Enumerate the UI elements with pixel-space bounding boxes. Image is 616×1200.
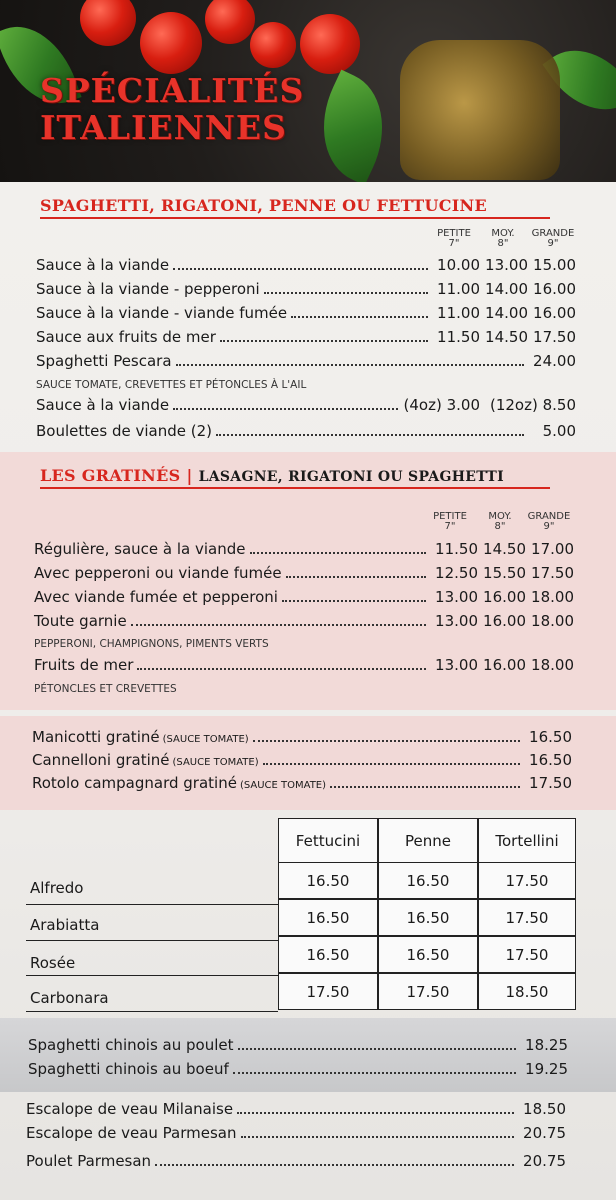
dot-leader xyxy=(291,316,428,318)
dot-leader xyxy=(173,408,398,410)
menu-item xyxy=(36,280,576,302)
price-small: 11.50 xyxy=(435,540,478,558)
gratines-heading xyxy=(40,466,550,489)
menu-item xyxy=(26,1124,566,1146)
oil-jar-image xyxy=(400,40,560,180)
item-price: 24.00 xyxy=(533,352,576,370)
tomato-image xyxy=(140,12,202,74)
table-cell: 16.50 xyxy=(378,936,478,973)
column-header: Tortellini xyxy=(478,818,576,864)
tomato-image xyxy=(250,22,296,68)
item-note: PEPPERONI, CHAMPIGNONS, PIMENTS VERTS xyxy=(34,638,269,650)
dot-leader xyxy=(220,340,428,342)
item-name: Régulière, sauce à la viande xyxy=(34,540,246,558)
dot-leader xyxy=(241,1136,514,1138)
item-price: 16.50 xyxy=(529,751,572,769)
price-medium: 16.00 xyxy=(483,588,526,606)
dot-leader xyxy=(137,668,426,670)
price-large: 16.00 xyxy=(533,280,576,298)
price-small: 10.00 xyxy=(437,256,480,274)
size-inch: 7" xyxy=(448,238,460,249)
price-medium: 14.50 xyxy=(485,328,528,346)
menu-item-pescara xyxy=(36,352,576,374)
item-name: Avec viande fumée et pepperoni xyxy=(34,588,278,606)
size-label: MOY. xyxy=(488,511,512,522)
menu-item xyxy=(34,540,574,562)
item-name: Escalope de veau Parmesan xyxy=(26,1124,237,1142)
row-divider xyxy=(26,1011,278,1012)
table-cell: 17.50 xyxy=(478,936,576,973)
menu-item xyxy=(36,256,576,278)
item-name: Poulet Parmesan xyxy=(26,1152,152,1170)
price-small: 13.00 xyxy=(435,656,478,674)
dot-leader xyxy=(237,1112,514,1114)
size-label: PETITE xyxy=(437,228,471,239)
menu-item xyxy=(32,728,572,750)
item-name: Sauce à la viande xyxy=(36,256,170,274)
price-large: 17.00 xyxy=(531,540,574,558)
price-large: 16.00 xyxy=(533,304,576,322)
dot-leader xyxy=(131,624,426,626)
item-name: Spaghetti chinois au boeuf xyxy=(28,1060,229,1078)
size-head-medium xyxy=(481,229,525,249)
table-cell: 16.50 xyxy=(378,899,478,936)
dot-leader xyxy=(250,552,426,554)
menu-item xyxy=(28,1036,568,1058)
price-large: 18.00 xyxy=(531,612,574,630)
menu-item-sauce-side xyxy=(36,396,576,418)
size-head-small xyxy=(432,229,476,249)
table-cell: 17.50 xyxy=(478,862,576,899)
menu-item-meatballs xyxy=(36,422,576,444)
price-small: 13.00 xyxy=(435,588,478,606)
item-name: Sauce aux fruits de mer xyxy=(36,328,216,346)
size-inch: 8" xyxy=(494,521,506,532)
size-label: PETITE xyxy=(433,511,467,522)
item-note: (SAUCE TOMATE) xyxy=(239,780,327,791)
item-price: 5.00 xyxy=(542,422,576,440)
item-price: 17.50 xyxy=(529,774,572,792)
table-cell: 16.50 xyxy=(278,862,378,899)
gratines-heading-text: LES GRATINÉS xyxy=(40,466,181,485)
cream-sauce-table xyxy=(26,818,576,1014)
header-banner xyxy=(0,0,616,182)
size-inch: 7" xyxy=(444,521,456,532)
dot-leader xyxy=(263,763,520,765)
size-inch: 8" xyxy=(497,238,509,249)
price-small: 11.50 xyxy=(437,328,480,346)
dot-leader xyxy=(282,600,426,602)
size-label: MOY. xyxy=(491,228,515,239)
item-name: Rotolo campagnard gratiné xyxy=(32,774,237,792)
size-label: GRANDE xyxy=(527,511,571,522)
table-cell: 17.50 xyxy=(378,973,478,1010)
item-name: Sauce à la viande - viande fumée xyxy=(36,304,288,322)
column-header: Fettucini xyxy=(278,818,378,864)
pasta-heading-text: SPAGHETTI, RIGATONI, PENNE OU FETTUCINE xyxy=(40,196,487,215)
price-medium: 14.00 xyxy=(485,280,528,298)
menu-item xyxy=(34,656,574,678)
menu-item xyxy=(32,774,572,796)
table-cell: 16.50 xyxy=(378,862,478,899)
item-price: 19.25 xyxy=(525,1060,568,1078)
row-label: Arabiatta xyxy=(30,915,100,934)
price-medium: 13.00 xyxy=(485,256,528,274)
menu-item xyxy=(34,588,574,610)
page-title: SPÉCIALITÉS ITALIENNES xyxy=(40,71,305,147)
dot-leader xyxy=(286,576,426,578)
dot-leader xyxy=(155,1164,514,1166)
dot-leader xyxy=(216,434,524,436)
menu-item xyxy=(26,1100,566,1122)
heading-separator: | xyxy=(186,466,193,485)
item-name: Fruits de mer xyxy=(34,656,134,674)
size-head-medium xyxy=(478,512,522,532)
price-large: 17.50 xyxy=(533,328,576,346)
row-divider xyxy=(26,975,278,976)
item-name: Avec pepperoni ou viande fumée xyxy=(34,564,282,582)
dot-leader xyxy=(330,786,520,788)
price-small: 11.00 xyxy=(437,304,480,322)
item-name: Sauce à la viande - pepperoni xyxy=(36,280,260,298)
dot-leader xyxy=(173,268,428,270)
item-name: Spaghetti Pescara xyxy=(36,352,172,370)
menu-item xyxy=(36,328,576,350)
price-large: 15.00 xyxy=(533,256,576,274)
item-name: Toute garnie xyxy=(34,612,127,630)
item-name: Spaghetti chinois au poulet xyxy=(28,1036,234,1054)
price-small: 12.50 xyxy=(435,564,478,582)
row-label: Carbonara xyxy=(30,988,109,1007)
price-12oz: (12oz) 8.50 xyxy=(489,396,576,414)
tomato-image xyxy=(80,0,136,46)
price-large: 18.00 xyxy=(531,656,574,674)
size-label: GRANDE xyxy=(531,228,575,239)
item-note: (SAUCE TOMATE) xyxy=(172,757,259,768)
price-small: 13.00 xyxy=(435,612,478,630)
tomato-image xyxy=(300,14,360,74)
item-name: Sauce à la viande xyxy=(36,396,170,414)
item-price: 20.75 xyxy=(523,1152,566,1170)
size-head-large xyxy=(524,512,574,532)
item-price: 18.25 xyxy=(525,1036,568,1054)
price-small: 11.00 xyxy=(437,280,480,298)
size-head-large xyxy=(528,229,578,249)
dot-leader xyxy=(238,1048,517,1050)
size-inch: 9" xyxy=(543,521,555,532)
menu-item xyxy=(32,751,572,773)
item-price: 20.75 xyxy=(523,1124,566,1142)
menu-item xyxy=(34,612,574,634)
column-header: Penne xyxy=(378,818,478,864)
price-medium: 16.00 xyxy=(483,656,526,674)
price-4oz: (4oz) 3.00 xyxy=(403,396,480,414)
size-inch: 9" xyxy=(547,238,559,249)
price-medium: 14.50 xyxy=(483,540,526,558)
item-note: (SAUCE TOMATE) xyxy=(162,734,249,745)
dot-leader xyxy=(176,364,524,366)
menu-item xyxy=(34,564,574,586)
dot-leader xyxy=(253,740,520,742)
dot-leader xyxy=(264,292,428,294)
menu-item xyxy=(26,1152,566,1174)
price-large: 17.50 xyxy=(531,564,574,582)
item-price: 18.50 xyxy=(523,1100,566,1118)
table-cell: 17.50 xyxy=(478,899,576,936)
row-divider xyxy=(26,904,278,905)
tomato-image xyxy=(205,0,255,44)
row-label: Alfredo xyxy=(30,878,84,897)
price-large: 18.00 xyxy=(531,588,574,606)
price-medium: 14.00 xyxy=(485,304,528,322)
item-name: Escalope de veau Milanaise xyxy=(26,1100,234,1118)
table-cell: 16.50 xyxy=(278,899,378,936)
gratines-subheading: LASAGNE, RIGATONI OU SPAGHETTI xyxy=(198,469,504,485)
price-medium: 15.50 xyxy=(483,564,526,582)
table-cell: 17.50 xyxy=(278,973,378,1010)
item-price: 16.50 xyxy=(529,728,572,746)
table-cell: 18.50 xyxy=(478,973,576,1010)
row-label: Rosée xyxy=(30,953,76,972)
pasta-heading xyxy=(40,196,550,219)
row-divider xyxy=(26,940,278,941)
table-cell: 16.50 xyxy=(278,936,378,973)
item-name: Manicotti gratiné xyxy=(32,728,160,746)
item-name: Boulettes de viande (2) xyxy=(36,422,212,440)
menu-item xyxy=(36,304,576,326)
menu-item xyxy=(28,1060,568,1082)
price-medium: 16.00 xyxy=(483,612,526,630)
item-name: Cannelloni gratiné xyxy=(32,751,170,769)
item-note: SAUCE TOMATE, CREVETTES ET PÉTONCLES À L'AIL xyxy=(36,379,307,391)
item-note: PÉTONCLES ET CREVETTES xyxy=(34,683,177,695)
size-head-small xyxy=(428,512,472,532)
dot-leader xyxy=(233,1072,516,1074)
